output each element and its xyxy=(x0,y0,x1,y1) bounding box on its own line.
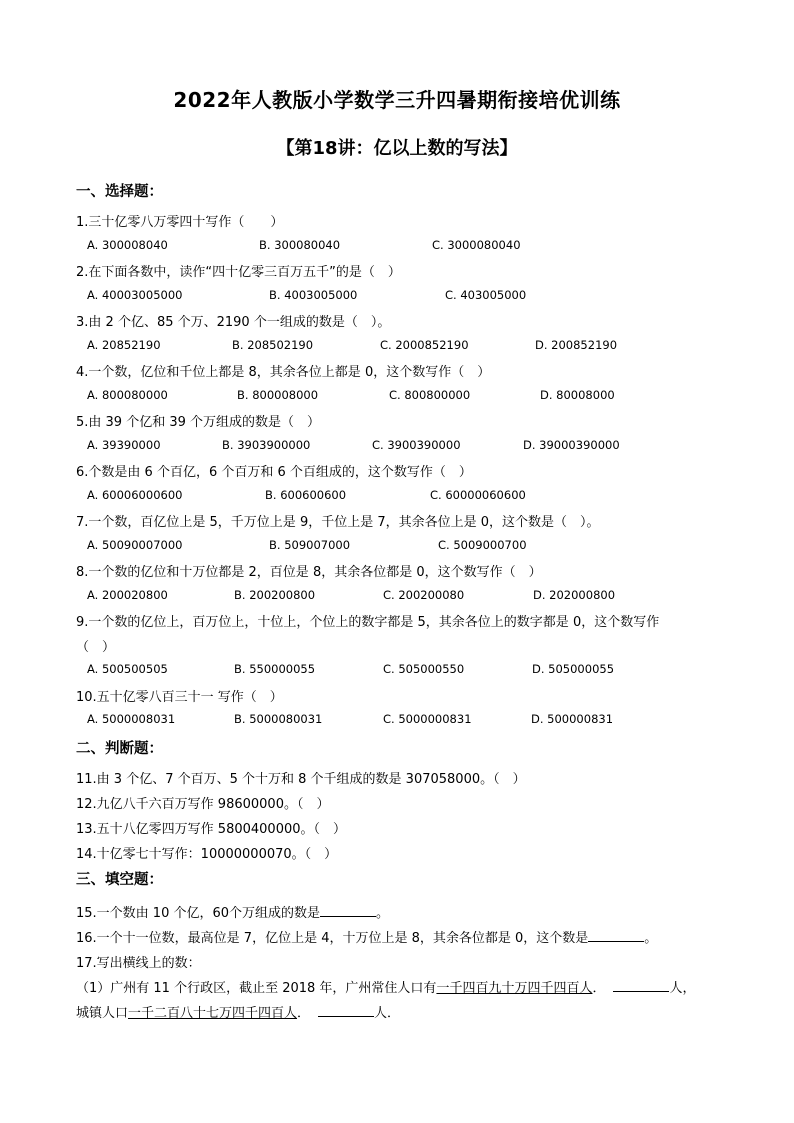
options-9 xyxy=(87,662,727,678)
question-12: 12.九亿八千六百万写作 98600000。（ ） xyxy=(76,797,330,812)
option-d: D. 202000800 xyxy=(533,588,616,602)
option-d: D. 505000055 xyxy=(532,662,615,676)
options-10 xyxy=(87,712,727,728)
underlined-number-text: 一千二百八十七万四千四百人 xyxy=(128,1006,298,1021)
question-6: 6.个数是由 6 个百亿，6 个百万和 6 个百组成的，这个数写作（ ） xyxy=(76,465,472,480)
option-d: D. 80008000 xyxy=(540,388,615,402)
section-heading-choice: 一、选择题： xyxy=(76,184,163,200)
option-b: B. 4003005000 xyxy=(269,288,358,302)
option-c: C. 3000080040 xyxy=(432,238,521,252)
option-c: C. 2000852190 xyxy=(380,338,469,352)
answer-blank[interactable] xyxy=(318,1004,374,1017)
answer-blank[interactable] xyxy=(613,979,669,992)
part-1-text: （1）广州有 11 个行政区，截止至 2018 年，广州常住人口有 xyxy=(76,981,437,996)
section-heading-judge: 二、判断题： xyxy=(76,741,163,757)
question-9: 9.一个数的亿位上，百万位上，十位上，个位上的数字都是 5，其余各位上的数字都是 0，这个数写作 xyxy=(76,615,660,630)
question-9-paren: （ ） xyxy=(76,640,116,655)
options-3 xyxy=(87,338,727,354)
question-13: 13.五十八亿零四万写作 5800400000。（ ） xyxy=(76,822,347,837)
option-a: A. 50090007000 xyxy=(87,538,183,552)
question-16-text: 16.一个十一位数，最高位是 7，亿位上是 4，十万位上是 8，其余各位都是 0，这个数是 xyxy=(76,931,589,946)
option-a: A. 20852190 xyxy=(87,338,161,352)
options-1 xyxy=(87,238,727,254)
option-b: B. 208502190 xyxy=(232,338,314,352)
option-b: B. 3903900000 xyxy=(222,438,311,452)
question-8: 8.一个数的亿位和十万位都是 2，百位是 8，其余各位都是 0，这个数写作（ ） xyxy=(76,565,542,580)
option-a: A. 800080000 xyxy=(87,388,168,402)
option-c: C. 5009000700 xyxy=(438,538,527,552)
option-c: C. 505000550 xyxy=(383,662,465,676)
option-a: A. 39390000 xyxy=(87,438,161,452)
answer-blank[interactable] xyxy=(320,904,376,917)
option-b: B. 600600600 xyxy=(265,488,347,502)
question-17-part-2 xyxy=(76,1002,400,1021)
options-5 xyxy=(87,438,727,454)
question-1: 1.三十亿零八万零四十写作（ ） xyxy=(76,215,284,230)
part-2-text: 城镇人口 xyxy=(76,1006,129,1021)
underlined-number-text: 一千四百九十万四千四百人 xyxy=(436,981,593,996)
option-a: A. 5000008031 xyxy=(87,712,176,726)
question-17: 17.写出横线上的数： xyxy=(76,956,201,971)
question-16-end: 。 xyxy=(644,931,658,946)
question-4: 4.一个数，亿位和千位上都是 8，其余各位上都是 0，这个数写作（ ） xyxy=(76,365,491,380)
option-d: D. 39000390000 xyxy=(523,438,620,452)
options-8 xyxy=(87,588,727,604)
option-b: B. 5000080031 xyxy=(234,712,323,726)
options-6 xyxy=(87,488,727,504)
question-15-end: 。 xyxy=(376,906,390,921)
option-b: B. 200200800 xyxy=(234,588,316,602)
unit-text: 人． xyxy=(374,1006,401,1021)
option-a: A. 300008040 xyxy=(87,238,168,252)
question-10: 10.五十亿零八百三十一 写作（ ） xyxy=(76,690,283,705)
period-mark: ． xyxy=(297,1006,311,1021)
question-2: 2.在下面各数中，读作“四十亿零三百万五千”的是（ ） xyxy=(76,265,401,280)
question-5: 5.由 39 个亿和 39 个万组成的数是（ ） xyxy=(76,415,321,430)
question-3: 3.由 2 个亿、85 个万、2190 个一组成的数是（ ）。 xyxy=(76,315,391,330)
question-15-text: 15.一个数由 10 个亿，60个万组成的数是 xyxy=(76,906,321,921)
page-title: 2022年人教版小学数学三升四暑期衔接培优训练 xyxy=(173,88,621,112)
option-b: B. 550000055 xyxy=(234,662,316,676)
options-2 xyxy=(87,288,727,304)
option-c: C. 403005000 xyxy=(445,288,527,302)
options-7 xyxy=(87,538,727,554)
answer-blank[interactable] xyxy=(588,929,644,942)
question-14: 14.十亿零七十写作：10000000070。（ ） xyxy=(76,847,338,862)
option-c: C. 60000060600 xyxy=(430,488,526,502)
question-11: 11.由 3 个亿、7 个百万、5 个十万和 8 个千组成的数是 307058000。（ ） xyxy=(76,772,526,787)
period-mark: ． xyxy=(592,981,606,996)
option-c: C. 3900390000 xyxy=(372,438,461,452)
option-d: D. 500000831 xyxy=(531,712,614,726)
option-b: B. 509007000 xyxy=(269,538,351,552)
unit-text: 人， xyxy=(669,981,696,996)
section-heading-fill: 三、填空题： xyxy=(76,872,163,888)
question-16 xyxy=(76,927,657,946)
lesson-subtitle: 【第18讲：亿以上数的写法】 xyxy=(276,138,518,159)
question-15 xyxy=(76,902,389,921)
option-c: C. 200200080 xyxy=(383,588,465,602)
option-c: C. 5000000831 xyxy=(383,712,472,726)
option-d: D. 200852190 xyxy=(535,338,618,352)
question-7: 7.一个数，百亿位上是 5，千万位上是 9，千位上是 7，其余各位上是 0，这个数是（ ）。 xyxy=(76,515,600,530)
option-a: A. 200020800 xyxy=(87,588,168,602)
option-a: A. 60006000600 xyxy=(87,488,183,502)
question-17-part-1 xyxy=(76,977,695,996)
option-a: A. 500500505 xyxy=(87,662,168,676)
option-a: A. 40003005000 xyxy=(87,288,183,302)
option-b: B. 800008000 xyxy=(237,388,319,402)
options-4 xyxy=(87,388,727,404)
option-b: B. 300080040 xyxy=(259,238,341,252)
option-c: C. 800800000 xyxy=(389,388,471,402)
